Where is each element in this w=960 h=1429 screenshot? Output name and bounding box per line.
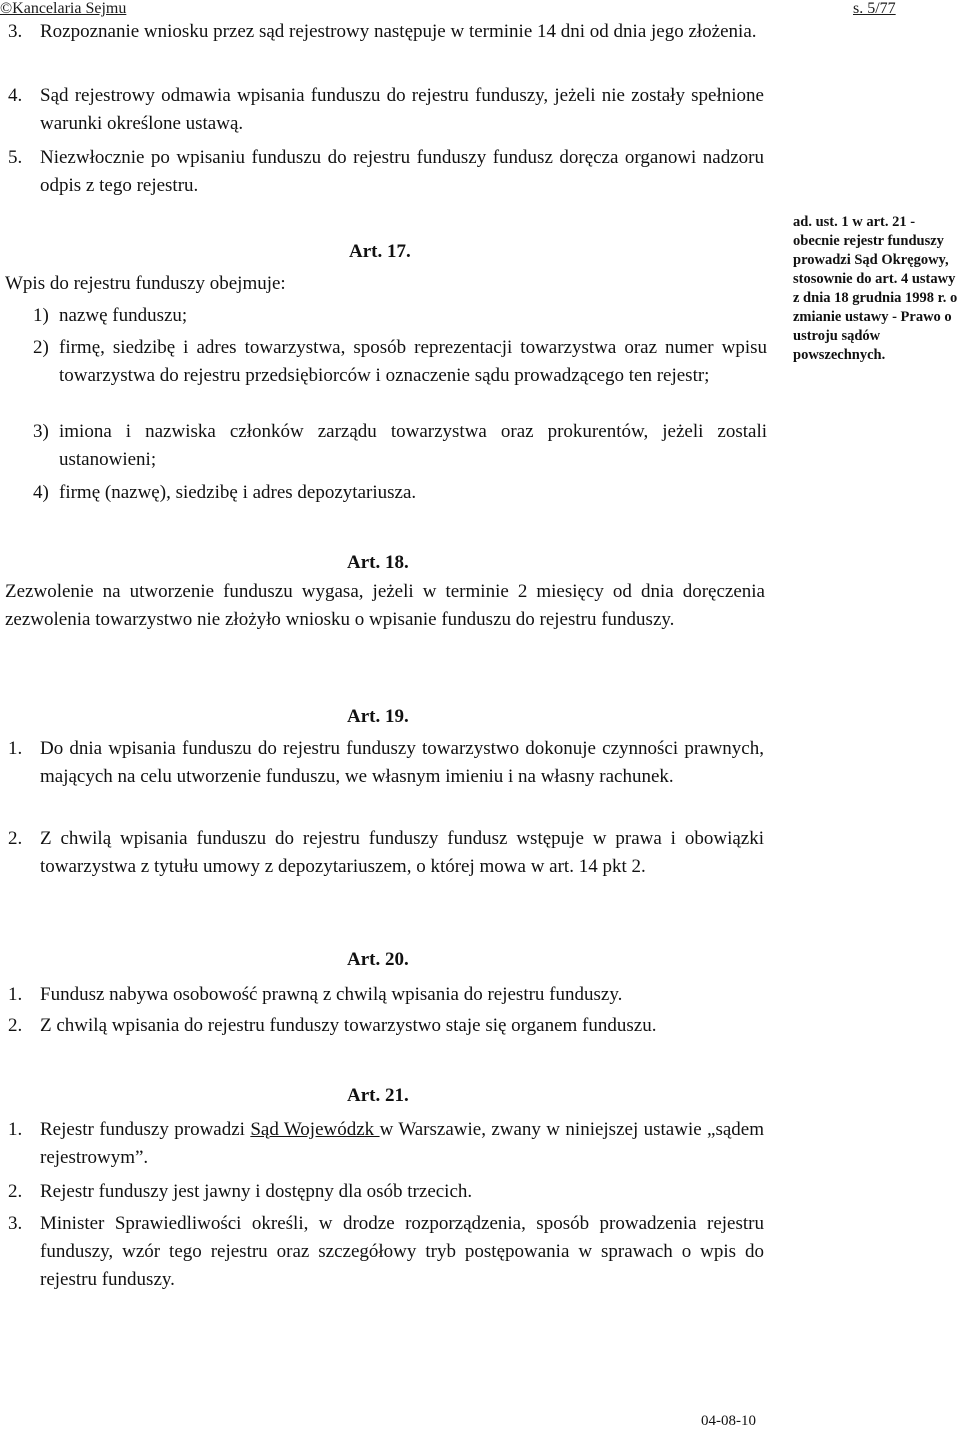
page-number-link[interactable] [853, 0, 896, 18]
item-text: nazwę funduszu; [59, 305, 188, 326]
item-number: 4) [33, 482, 49, 503]
item-text: firmę (nazwę), siedzibę i adres depozytariusza. [59, 482, 417, 503]
item-text-before-link: Rejestr funduszy prowadzi [40, 1119, 251, 1140]
margin-note: ad. ust. 1 w art. 21 - obecnie rejestr funduszy prowadzi Sąd Okręgowy, stosownie do art. 4 ustawy z dnia 18 grudnia 1998 r. o zmianie ustawy - Prawo o ustroju sądów powszechnych. [793, 214, 958, 363]
item-text: imiona i nazwiska członków zarządu towarzystwa oraz prokurentów, jeżeli zostali ustanowieni; [59, 421, 767, 470]
item-text: Niezwłocznie po wpisaniu funduszu do rejestru funduszy fundusz doręcza organowi nadzoru odpis z tego rejestru. [40, 147, 764, 196]
item-number: 2. [8, 1181, 23, 1202]
item-text-after-link: w Warszawie, zwany w niniejszej ustawie „sądem rejestrowym”. [40, 1119, 765, 1168]
item-text [40, 1116, 764, 1172]
footer-date: 04-08-10 [701, 1413, 756, 1429]
item-number: 2. [8, 828, 23, 849]
copyright-link[interactable] [0, 0, 126, 18]
item-number: 3) [33, 421, 49, 442]
item-number: 2) [33, 337, 49, 358]
item-text: Minister Sprawiedliwości określi, w drodze rozporządzenia, sposób prowadzenia rejestru funduszy, wzór tego rejestru oraz szczegółowy tryb postępowania w sprawach o wpis do rejestru funduszy. [40, 1213, 764, 1290]
item-number: 5. [8, 147, 23, 168]
art18-text: Zezwolenie na utworzenie funduszu wygasa, jeżeli w terminie 2 miesięcy od dnia doręczenia zezwolenia towarzystwo nie złożyło wniosku o wpisanie funduszu do rejestru funduszy. [5, 581, 765, 630]
art17-lead: Wpis do rejestru funduszy obejmuje: [5, 273, 286, 294]
item-text: firmę, siedzibę i adres towarzystwa, sposób reprezentacji towarzystwa oraz numer wpisu towarzystwa do rejestru przedsiębiorców i oznaczenie sądu prowadzącego ten rejestr; [59, 337, 767, 386]
court-link[interactable]: Sąd Wojewódzk [250, 1119, 380, 1140]
article-heading-18: Art. 18. [347, 552, 409, 573]
article-heading-20: Art. 20. [347, 949, 409, 970]
item-number: 1) [33, 305, 49, 326]
item-number: 1. [8, 1119, 23, 1140]
article-heading-17: Art. 17. [349, 241, 411, 262]
item-text: Rozpoznanie wniosku przez sąd rejestrowy następuje w terminie 14 dni od dnia jego złożenia. [40, 21, 757, 42]
art16-item-4 [8, 82, 764, 138]
item-number: 1. [8, 984, 23, 1005]
article-heading-21: Art. 21. [347, 1085, 409, 1106]
item-text: Fundusz nabywa osobowość prawną z chwilą wpisania do rejestru funduszy. [40, 984, 623, 1005]
item-number: 3. [8, 21, 23, 42]
item-text: Do dnia wpisania funduszu do rejestru funduszy towarzystwo dokonuje czynności prawnych, mających na celu utworzenie funduszu, we własnym imieniu i na własny rachunek. [40, 738, 764, 787]
item-number: 2. [8, 1015, 23, 1036]
item-text: Z chwilą wpisania funduszu do rejestru funduszy fundusz wstępuje w prawa i obowiązki towarzystwa z tytułu umowy z depozytariuszem, o której mowa w art. 14 pkt 2. [40, 828, 764, 877]
item-number: 4. [8, 85, 23, 106]
item-number: 1. [8, 738, 23, 759]
article-heading-19: Art. 19. [347, 706, 409, 727]
art16-item-3 [8, 18, 764, 74]
item-text: Sąd rejestrowy odmawia wpisania funduszu do rejestru funduszy, jeżeli nie zostały spełnione warunki określone ustawą. [40, 85, 764, 134]
copyright-text[interactable]: ©Kancelaria Sejmu [0, 0, 127, 17]
item-text: Rejestr funduszy jest jawny i dostępny dla osób trzecich. [40, 1181, 473, 1202]
item-number: 3. [8, 1213, 23, 1234]
page-number-text[interactable]: s. 5/77 [853, 0, 896, 17]
art16-item-5 [8, 144, 764, 200]
item-text: Z chwilą wpisania do rejestru funduszy towarzystwo staje się organem funduszu. [40, 1015, 657, 1036]
